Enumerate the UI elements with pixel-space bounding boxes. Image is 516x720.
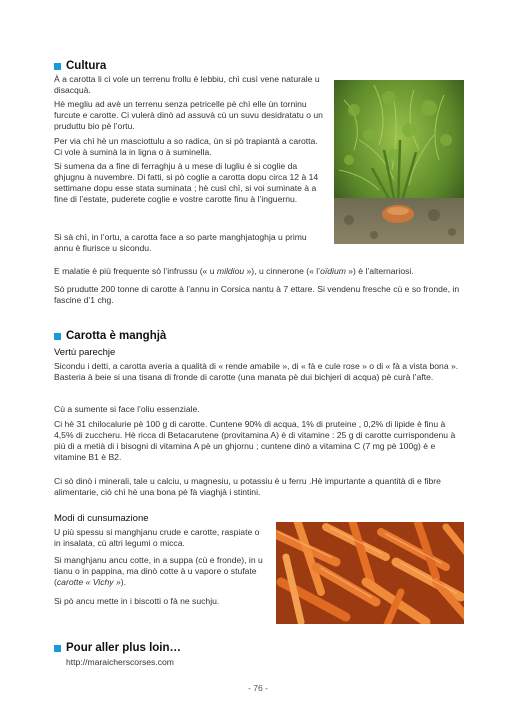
cultura-paragraph-1: À a carotta li ci vole un terrenu frollu è lebbiu, chì cusì vene naturale u disacquà. xyxy=(54,74,320,96)
modi-paragraph-1: U più spessu si manghjanu crude e carotte, raspiate o in insalata, cù altri legumi o micca. xyxy=(54,527,260,549)
vertu-paragraph-2: Cù a sumente si face l’oliu essenziale. xyxy=(54,404,200,414)
section-heading-cultura: Cultura xyxy=(54,60,106,72)
modi-paragraph-3: Si pò ancu mette in i biscotti o fà ne suchju. xyxy=(54,596,220,606)
page-number: - 76 - xyxy=(247,683,269,693)
blue-square-icon xyxy=(54,333,61,340)
section-heading-manghja: Carotta è manghjà xyxy=(54,330,166,342)
vertu-paragraph-1: Sicondu i detti, a carotta averia a qualità di « rende amabile », di « fà e cule rose » o di « fà a vista bona ». Basteria à beie si una tisana di fronde di carotte (una manata pè dui bichjeri di acqua) pè curà l’afte. xyxy=(54,361,459,383)
vertu-paragraph-4: Ci sò dinò i minerali, tale u calciu, u magnesiu, u potassiu è u ferru .Hè impurtante a quantità di e fibre alimentarie, ciò chì hè una bona pè fà viaghjà i stintini. xyxy=(54,476,441,498)
blue-square-icon xyxy=(54,645,61,652)
subheading-modi: Modi di cunsumazione xyxy=(54,513,149,524)
blue-square-icon xyxy=(54,63,61,70)
cultura-paragraph-4: Si sumena da a fine di ferraghju à u mese di lugliu è si coglie da ghjugnu à nuvembre. Di fatti, si pò coglie a carotta dopu circa 12 à 14 settimane dopu esse stata suminata ; hè cusì chì, si voi suminate à a fine di l’estate, puderete coglie e vostre carotte finu à l’inguernu. xyxy=(54,161,319,205)
section-heading-more: Pour aller plus loin… xyxy=(54,642,181,654)
cultura-paragraph-2: Hè megliu ad avè un terrenu senza petricelle pè chì elle ùn torninu furcute e carotte. Ci vulerà dinò ad assuvà cù un suvu desidratatu o un pruduttu bio pè l’ortu. xyxy=(54,99,323,132)
vertu-paragraph-3: Ci hè 31 chilocalurie pè 100 g di carotte. Cuntene 90% di acqua, 1% di pruteine , 0,2% di lipide è finu à 4,5% di zuccheru. Hè ricca di Betacarutene (provitamina A) è di vitamine : 25 g di carotte currispondenu à più di a metià di i bisogni di vitamina A pè un ghjornu ; cuntene dinò a vitamina C (7 mg pè 100g) è e vitamine B1 è B2. xyxy=(54,419,456,463)
cultura-paragraph-5: Si sà chì, in l’ortu, a carotta face a so parte manghjatoghja u primu annu è fiurisce u sicondu. xyxy=(54,232,307,254)
modi-paragraph-2: Si manghjanu ancu cotte, in a suppa (cù e fronde), in u tianu o in pappina, ma dinò cotte à u vapore o stufate (carotte « Vichy »). xyxy=(54,555,263,588)
carrots-pile-photo xyxy=(276,522,464,624)
carrot-plant-photo xyxy=(334,80,464,244)
cultura-paragraph-3: Per via chì hè un masciottulu a so radica, ùn si pò trapiantà a carotta. Ci vole à suminà la in ligna o à suminella. xyxy=(54,136,318,158)
website-link[interactable]: http://maraicherscorses.com xyxy=(66,657,174,667)
subheading-vertu: Vertù parechje xyxy=(54,347,116,358)
cultura-production: Sò prudutte 200 tonne di carotte à l’annu in Corsica nantu à 7 ettare. Si vendenu fresche cù e so fronde, in fascine d’1 chg. xyxy=(54,284,460,306)
cultura-malatie: E malatie è più frequente sò l’infrussu (« u mildiou »), u cinnerone (« l’oïdium ») è l’alternariosi. xyxy=(54,266,414,276)
